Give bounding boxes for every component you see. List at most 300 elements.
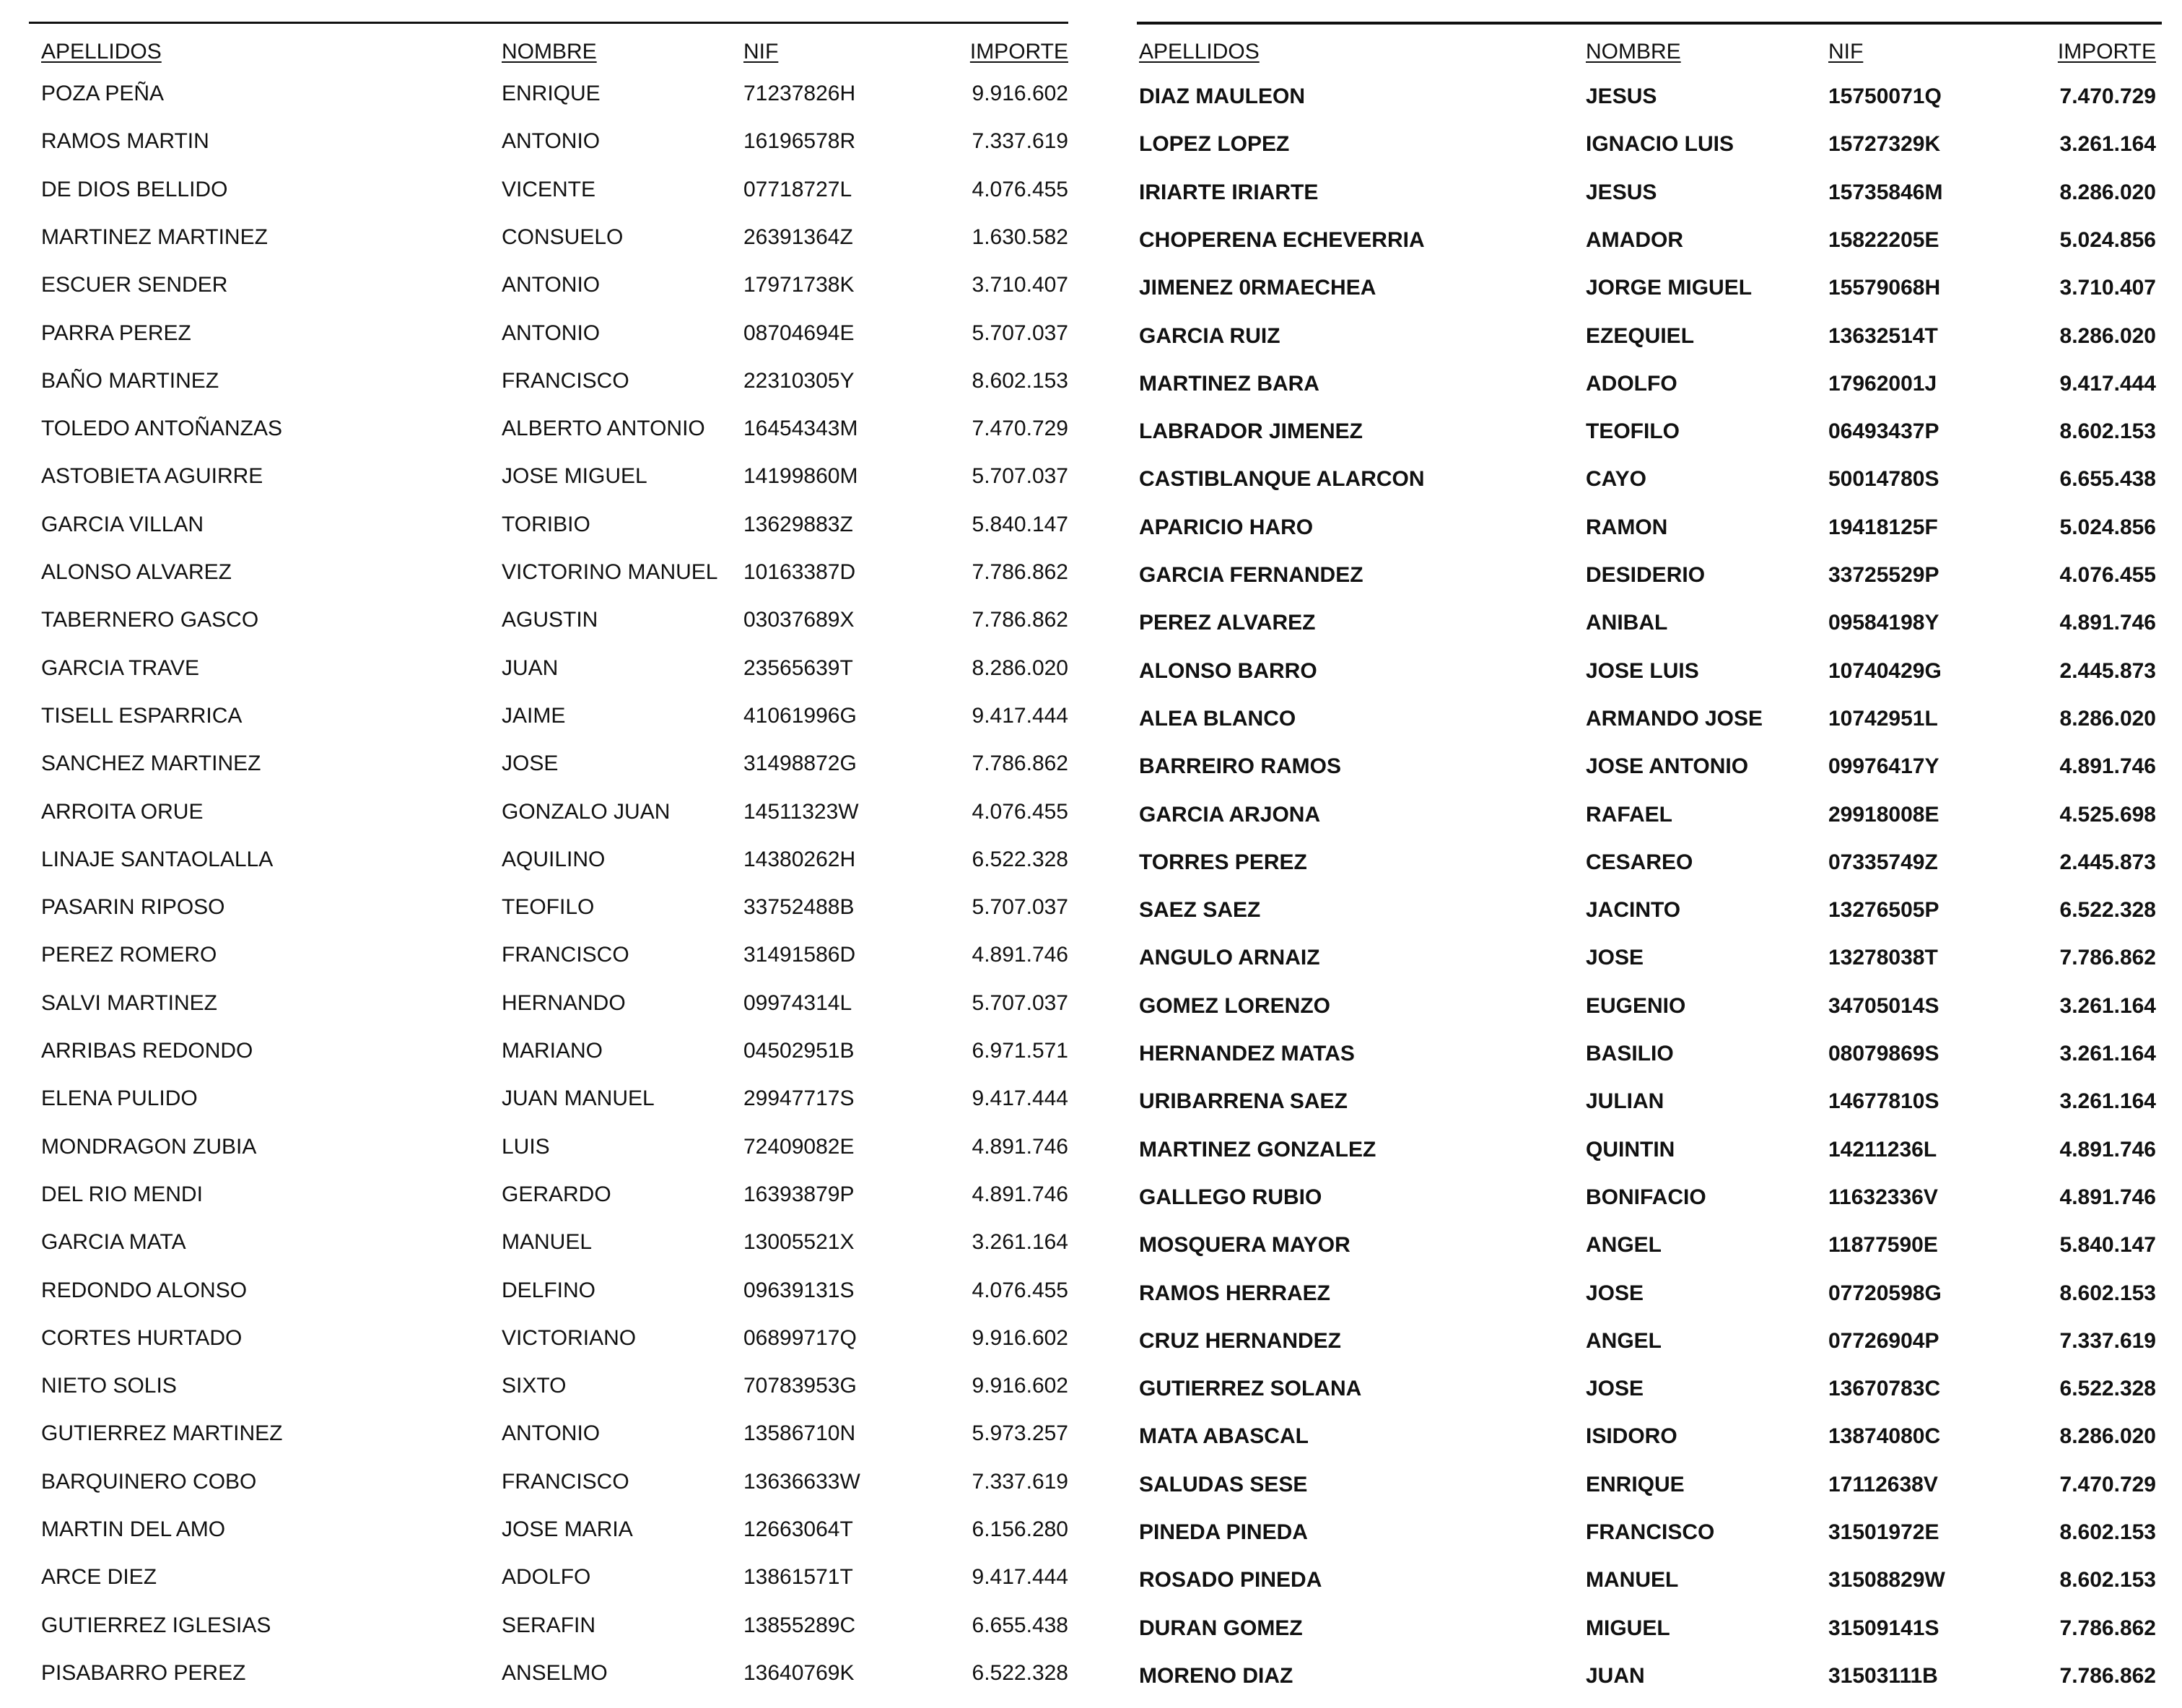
header-importe: IMPORTE bbox=[969, 40, 1068, 64]
cell-importe: 5.840.147 bbox=[972, 512, 1068, 536]
cell-importe: 3.261.164 bbox=[2059, 1089, 2156, 1114]
cell-nombre: JOSE ANTONIO bbox=[1586, 754, 1749, 779]
cell-nif: 15822205E bbox=[1828, 227, 1939, 252]
cell-nif: 50014780S bbox=[1828, 467, 1939, 492]
cell-apellidos: CASTIBLANQUE ALARCON bbox=[1139, 467, 1425, 492]
cell-nombre: SIXTO bbox=[502, 1374, 567, 1398]
header-nif: NIF bbox=[1828, 40, 1864, 64]
cell-importe: 7.786.862 bbox=[972, 608, 1068, 632]
table-row bbox=[29, 1419, 1068, 1448]
cell-importe: 8.286.020 bbox=[2059, 323, 2156, 348]
table-row bbox=[29, 1084, 1068, 1113]
cell-nombre: MANUEL bbox=[1586, 1568, 1679, 1592]
cell-importe: 6.655.438 bbox=[2059, 467, 2156, 492]
table-row bbox=[1137, 1470, 2162, 1499]
cell-nif: 15579068H bbox=[1828, 276, 1941, 300]
cell-nif: 31509141S bbox=[1828, 1616, 1939, 1640]
cell-nombre: RAFAEL bbox=[1586, 802, 1672, 827]
table-row bbox=[29, 319, 1068, 348]
cell-importe: 6.522.328 bbox=[2059, 898, 2156, 923]
table-row bbox=[29, 1372, 1068, 1400]
cell-nombre: JAIME bbox=[502, 703, 566, 728]
cell-nombre: ANTONIO bbox=[502, 321, 601, 345]
cell-nombre: JORGE MIGUEL bbox=[1586, 276, 1753, 300]
cell-nombre: VICENTE bbox=[502, 177, 596, 201]
cell-apellidos: SALUDAS SESE bbox=[1139, 1472, 1308, 1496]
cell-nif: 14677810S bbox=[1828, 1089, 1939, 1114]
cell-nombre: GONZALO JUAN bbox=[502, 799, 671, 824]
table-row bbox=[1137, 609, 2162, 637]
table-row bbox=[1137, 322, 2162, 351]
cell-nombre: JESUS bbox=[1586, 180, 1657, 204]
table-row bbox=[29, 1276, 1068, 1305]
cell-importe: 1.630.582 bbox=[972, 225, 1068, 249]
table-row bbox=[29, 749, 1068, 778]
cell-nif: 03037689X bbox=[743, 608, 855, 632]
cell-apellidos: GARCIA RUIZ bbox=[1139, 323, 1280, 348]
cell-nombre: JOSE MIGUEL bbox=[502, 464, 647, 489]
cell-importe: 9.916.602 bbox=[972, 1325, 1068, 1350]
table-row bbox=[1137, 1614, 2162, 1643]
cell-apellidos: CORTES HURTADO bbox=[41, 1325, 243, 1350]
table-row bbox=[29, 989, 1068, 1018]
table-row bbox=[29, 223, 1068, 252]
cell-importe: 5.024.856 bbox=[2059, 515, 2156, 539]
cell-nif: 16196578R bbox=[743, 129, 856, 154]
cell-nombre: ANTONIO bbox=[502, 129, 601, 154]
table-row bbox=[1137, 752, 2162, 781]
cell-importe: 7.786.862 bbox=[2059, 1616, 2156, 1640]
cell-nif: 31503111B bbox=[1828, 1663, 1938, 1688]
table-row bbox=[29, 127, 1068, 156]
cell-nombre: ADOLFO bbox=[502, 1565, 591, 1590]
cell-nif: 31491586D bbox=[743, 943, 856, 967]
cell-nif: 08079869S bbox=[1828, 1042, 1939, 1066]
cell-apellidos: ALONSO ALVAREZ bbox=[41, 560, 232, 584]
cell-nif: 26391364Z bbox=[743, 225, 853, 249]
cell-apellidos: PISABARRO PEREZ bbox=[41, 1660, 246, 1685]
cell-nombre: SERAFIN bbox=[502, 1613, 596, 1637]
cell-nif: 29918008E bbox=[1828, 802, 1939, 827]
cell-nif: 13861571T bbox=[743, 1565, 853, 1590]
cell-nif: 71237826H bbox=[743, 82, 856, 105]
cell-importe: 7.470.729 bbox=[2059, 84, 2156, 108]
table-row bbox=[29, 1228, 1068, 1257]
cell-apellidos: GARCIA FERNANDEZ bbox=[1139, 563, 1363, 587]
cell-importe: 2.445.873 bbox=[2059, 658, 2156, 683]
cell-importe: 3.261.164 bbox=[2059, 993, 2156, 1018]
cell-apellidos: MARTINEZ BARA bbox=[1139, 371, 1319, 396]
cell-nif: 09584198Y bbox=[1828, 611, 1939, 635]
cell-importe: 7.337.619 bbox=[972, 1469, 1068, 1494]
table-row bbox=[1137, 1183, 2162, 1212]
table-row bbox=[29, 1133, 1068, 1162]
cell-apellidos: TABERNERO GASCO bbox=[41, 608, 259, 632]
table-row bbox=[29, 1515, 1068, 1544]
cell-importe: 7.786.862 bbox=[972, 751, 1068, 776]
table-row bbox=[1137, 1279, 2162, 1308]
cell-nif: 17971738K bbox=[743, 273, 855, 297]
cell-importe: 5.707.037 bbox=[972, 321, 1068, 345]
table-row bbox=[1137, 130, 2162, 159]
cell-apellidos: GUTIERREZ SOLANA bbox=[1139, 1377, 1362, 1401]
table-row bbox=[29, 654, 1068, 683]
cell-nif: 09639131S bbox=[743, 1278, 855, 1302]
cell-apellidos: BARREIRO RAMOS bbox=[1139, 754, 1342, 779]
cell-nif: 11632336V bbox=[1828, 1185, 1938, 1209]
cell-apellidos: GARCIA VILLAN bbox=[41, 512, 204, 536]
cell-apellidos: GOMEZ LORENZO bbox=[1139, 993, 1330, 1018]
cell-nombre: JACINTO bbox=[1586, 898, 1681, 923]
cell-importe: 9.417.444 bbox=[2059, 371, 2156, 396]
cell-nif: 15735846M bbox=[1828, 180, 1943, 204]
header-nombre: NOMBRE bbox=[502, 40, 597, 64]
cell-importe: 7.470.729 bbox=[972, 417, 1068, 441]
cell-apellidos: ROSADO PINEDA bbox=[1139, 1568, 1322, 1592]
cell-apellidos: BARQUINERO COBO bbox=[41, 1469, 257, 1494]
cell-nombre: RAMON bbox=[1586, 515, 1668, 539]
table-row bbox=[29, 1468, 1068, 1496]
cell-nif: 06493437P bbox=[1828, 419, 1939, 444]
cell-nombre: JOSE bbox=[502, 751, 559, 776]
cell-apellidos: TOLEDO ANTOÑANZAS bbox=[41, 417, 282, 441]
cell-importe: 6.522.328 bbox=[972, 1660, 1068, 1685]
cell-nombre: MIGUEL bbox=[1586, 1616, 1670, 1640]
cell-nombre: DESIDERIO bbox=[1586, 563, 1706, 587]
cell-nif: 17112638V bbox=[1828, 1472, 1938, 1496]
cell-apellidos: ALEA BLANCO bbox=[1139, 706, 1296, 731]
table-row bbox=[1137, 513, 2162, 542]
table-row bbox=[1137, 801, 2162, 829]
cell-nif: 10740429G bbox=[1828, 658, 1942, 683]
cell-nombre: CESAREO bbox=[1586, 850, 1693, 874]
cell-apellidos: LOPEZ LOPEZ bbox=[1139, 132, 1290, 157]
cell-nif: 16393879P bbox=[743, 1182, 855, 1206]
cell-nombre: FRANCISCO bbox=[502, 368, 629, 393]
cell-nombre: DELFINO bbox=[502, 1278, 596, 1302]
cell-apellidos: ASTOBIETA AGUIRRE bbox=[41, 464, 263, 489]
cell-nif: 11877590E bbox=[1828, 1233, 1938, 1258]
cell-apellidos: PASARIN RIPOSO bbox=[41, 895, 225, 920]
table-row bbox=[1137, 1327, 2162, 1356]
header-apellidos: APELLIDOS bbox=[41, 40, 162, 64]
header-apellidos: APELLIDOS bbox=[1139, 40, 1260, 64]
table-row bbox=[29, 702, 1068, 731]
cell-importe: 4.891.746 bbox=[972, 943, 1068, 967]
table-row bbox=[29, 271, 1068, 300]
table-row bbox=[1137, 226, 2162, 255]
cell-importe: 5.707.037 bbox=[972, 464, 1068, 489]
table-row bbox=[29, 79, 1068, 108]
cell-nif: 10163387D bbox=[743, 560, 856, 584]
header-nombre: NOMBRE bbox=[1586, 40, 1681, 64]
table-row bbox=[1137, 1374, 2162, 1403]
cell-nif: 29947717S bbox=[743, 1086, 855, 1111]
table-row bbox=[1137, 370, 2162, 398]
cell-apellidos: IRIARTE IRIARTE bbox=[1139, 180, 1319, 204]
cell-importe: 6.156.280 bbox=[972, 1517, 1068, 1541]
cell-nombre: ENRIQUE bbox=[1586, 1472, 1685, 1496]
cell-importe: 5.707.037 bbox=[972, 990, 1068, 1015]
cell-nif: 13586710N bbox=[743, 1421, 856, 1446]
table-row bbox=[29, 1037, 1068, 1066]
table-row bbox=[29, 1180, 1068, 1209]
cell-apellidos: GALLEGO RUBIO bbox=[1139, 1185, 1322, 1209]
cell-apellidos: ARCE DIEZ bbox=[41, 1565, 157, 1590]
cell-nombre: ISIDORO bbox=[1586, 1424, 1677, 1449]
left-top-rule bbox=[29, 22, 1068, 24]
cell-nombre: AMADOR bbox=[1586, 227, 1683, 252]
table-row bbox=[29, 414, 1068, 443]
table-row bbox=[1137, 944, 2162, 972]
right-top-rule bbox=[1137, 22, 2162, 25]
cell-importe: 4.525.698 bbox=[2059, 802, 2156, 827]
cell-importe: 5.707.037 bbox=[972, 895, 1068, 920]
cell-nombre: JULIAN bbox=[1586, 1089, 1664, 1114]
cell-nombre: ENRIQUE bbox=[502, 82, 601, 105]
cell-apellidos: LABRADOR JIMENEZ bbox=[1139, 419, 1363, 444]
cell-nif: 22310305Y bbox=[743, 368, 855, 393]
cell-nif: 34705014S bbox=[1828, 993, 1939, 1018]
cell-apellidos: REDONDO ALONSO bbox=[41, 1278, 248, 1302]
cell-nif: 09974314L bbox=[743, 990, 852, 1015]
table-row bbox=[29, 1611, 1068, 1640]
cell-apellidos: PEREZ ALVAREZ bbox=[1139, 611, 1316, 635]
cell-nif: 13629883Z bbox=[743, 512, 853, 536]
cell-apellidos: MORENO DIAZ bbox=[1139, 1663, 1293, 1688]
cell-nombre: AQUILINO bbox=[502, 847, 606, 871]
cell-nombre: BASILIO bbox=[1586, 1042, 1674, 1066]
table-row bbox=[1137, 417, 2162, 446]
cell-importe: 7.786.862 bbox=[2059, 946, 2156, 970]
cell-importe: 8.286.020 bbox=[2059, 706, 2156, 731]
header-nif: NIF bbox=[743, 40, 779, 64]
cell-importe: 7.470.729 bbox=[2059, 1472, 2156, 1496]
cell-nombre: TEOFILO bbox=[502, 895, 595, 920]
cell-nombre: ANTONIO bbox=[502, 1421, 601, 1446]
left-header-row bbox=[29, 38, 1068, 66]
cell-nombre: EZEQUIEL bbox=[1586, 323, 1695, 348]
cell-importe: 3.710.407 bbox=[2059, 276, 2156, 300]
cell-apellidos: CHOPERENA ECHEVERRIA bbox=[1139, 227, 1425, 252]
header-importe: IMPORTE bbox=[2057, 40, 2156, 64]
cell-importe: 6.971.571 bbox=[972, 1039, 1068, 1063]
cell-importe: 2.445.873 bbox=[2059, 850, 2156, 874]
cell-importe: 6.522.328 bbox=[972, 847, 1068, 871]
cell-importe: 8.286.020 bbox=[2059, 180, 2156, 204]
cell-nif: 08704694E bbox=[743, 321, 855, 345]
cell-nombre: CONSUELO bbox=[502, 225, 624, 249]
table-row bbox=[1137, 1231, 2162, 1260]
table-row bbox=[1137, 1136, 2162, 1164]
cell-nif: 07720598G bbox=[1828, 1281, 1942, 1305]
table-row bbox=[29, 367, 1068, 396]
cell-apellidos: ARROITA ORUE bbox=[41, 799, 204, 824]
table-row bbox=[29, 798, 1068, 827]
cell-importe: 4.891.746 bbox=[972, 1134, 1068, 1159]
cell-nif: 13874080C bbox=[1828, 1424, 1941, 1449]
cell-apellidos: MARTINEZ MARTINEZ bbox=[41, 225, 268, 249]
cell-nombre: TEOFILO bbox=[1586, 419, 1680, 444]
cell-importe: 8.286.020 bbox=[2059, 1424, 2156, 1449]
cell-nombre: FRANCISCO bbox=[1586, 1520, 1715, 1544]
cell-apellidos: JIMENEZ 0RMAECHEA bbox=[1139, 276, 1376, 300]
table-row bbox=[1137, 82, 2162, 111]
cell-nombre: JUAN MANUEL bbox=[502, 1086, 655, 1111]
cell-nif: 06899717Q bbox=[743, 1325, 857, 1350]
table-row bbox=[1137, 1566, 2162, 1595]
cell-apellidos: DEL RIO MENDI bbox=[41, 1182, 203, 1206]
cell-nif: 13670783C bbox=[1828, 1377, 1941, 1401]
cell-nombre: JUAN bbox=[1586, 1663, 1645, 1688]
cell-apellidos: RAMOS HERRAEZ bbox=[1139, 1281, 1331, 1305]
cell-apellidos: MARTIN DEL AMO bbox=[41, 1517, 226, 1541]
cell-importe: 7.786.862 bbox=[2059, 1663, 2156, 1688]
cell-nif: 14511323W bbox=[743, 799, 859, 824]
cell-nombre: FRANCISCO bbox=[502, 1469, 629, 1494]
cell-importe: 8.602.153 bbox=[2059, 1281, 2156, 1305]
cell-nif: 13278038T bbox=[1828, 946, 1938, 970]
cell-apellidos: GARCIA MATA bbox=[41, 1230, 186, 1255]
table-row bbox=[1137, 1662, 2162, 1691]
cell-nif: 14380262H bbox=[743, 847, 856, 871]
cell-importe: 5.024.856 bbox=[2059, 227, 2156, 252]
cell-apellidos: MONDRAGON ZUBIA bbox=[41, 1134, 257, 1159]
cell-nif: 07335749Z bbox=[1828, 850, 1938, 874]
cell-nombre: MANUEL bbox=[502, 1230, 593, 1255]
cell-apellidos: PEREZ ROMERO bbox=[41, 943, 217, 967]
cell-importe: 9.417.444 bbox=[972, 703, 1068, 728]
table-row bbox=[29, 1324, 1068, 1353]
cell-nif: 17962001J bbox=[1828, 371, 1937, 396]
cell-apellidos: ANGULO ARNAIZ bbox=[1139, 946, 1320, 970]
cell-apellidos: GARCIA TRAVE bbox=[41, 655, 199, 680]
table-row bbox=[1137, 896, 2162, 925]
cell-apellidos: ALONSO BARRO bbox=[1139, 658, 1317, 683]
cell-apellidos: NIETO SOLIS bbox=[41, 1374, 177, 1398]
cell-apellidos: PARRA PEREZ bbox=[41, 321, 191, 345]
cell-importe: 7.337.619 bbox=[972, 129, 1068, 154]
cell-apellidos: POZA PEÑA bbox=[41, 82, 165, 105]
cell-importe: 4.891.746 bbox=[2059, 611, 2156, 635]
cell-importe: 3.261.164 bbox=[2059, 1042, 2156, 1066]
cell-apellidos: DE DIOS BELLIDO bbox=[41, 177, 228, 201]
table-row bbox=[1137, 274, 2162, 302]
cell-nif: 14199860M bbox=[743, 464, 858, 489]
cell-nombre: BONIFACIO bbox=[1586, 1185, 1706, 1209]
cell-importe: 4.891.746 bbox=[2059, 754, 2156, 779]
cell-importe: 4.076.455 bbox=[972, 1278, 1068, 1302]
cell-nombre: ANGEL bbox=[1586, 1328, 1662, 1353]
cell-apellidos: PINEDA PINEDA bbox=[1139, 1520, 1308, 1544]
cell-nif: 04502951B bbox=[743, 1039, 855, 1063]
cell-nif: 72409082E bbox=[743, 1134, 855, 1159]
table-row bbox=[1137, 178, 2162, 207]
cell-nif: 33752488B bbox=[743, 895, 855, 920]
cell-nombre: FRANCISCO bbox=[502, 943, 629, 967]
cell-importe: 6.655.438 bbox=[972, 1613, 1068, 1637]
cell-nombre: JUAN bbox=[502, 655, 559, 680]
cell-nombre: ARMANDO JOSE bbox=[1586, 706, 1763, 731]
table-row bbox=[29, 175, 1068, 204]
cell-nombre: AGUSTIN bbox=[502, 608, 598, 632]
cell-importe: 7.337.619 bbox=[2059, 1328, 2156, 1353]
right-header-row bbox=[1137, 38, 2162, 66]
cell-apellidos: LINAJE SANTAOLALLA bbox=[41, 847, 274, 871]
cell-importe: 3.261.164 bbox=[2059, 132, 2156, 157]
cell-importe: 5.973.257 bbox=[972, 1421, 1068, 1446]
cell-nombre: EUGENIO bbox=[1586, 993, 1686, 1018]
cell-importe: 8.602.153 bbox=[2059, 1568, 2156, 1592]
table-row bbox=[1137, 561, 2162, 590]
cell-importe: 4.891.746 bbox=[972, 1182, 1068, 1206]
table-row bbox=[1137, 1087, 2162, 1116]
cell-apellidos: TORRES PEREZ bbox=[1139, 850, 1307, 874]
cell-nif: 13005521X bbox=[743, 1230, 855, 1255]
cell-nombre: CAYO bbox=[1586, 467, 1646, 492]
cell-nombre: QUINTIN bbox=[1586, 1137, 1675, 1162]
cell-importe: 8.286.020 bbox=[972, 655, 1068, 680]
cell-apellidos: RAMOS MARTIN bbox=[41, 129, 209, 154]
cell-apellidos: SALVI MARTINEZ bbox=[41, 990, 217, 1015]
cell-nif: 16454343M bbox=[743, 417, 858, 441]
cell-nombre: JOSE bbox=[1586, 946, 1644, 970]
cell-apellidos: ESCUER SENDER bbox=[41, 273, 228, 297]
cell-importe: 9.916.602 bbox=[972, 82, 1068, 105]
cell-nif: 13636633W bbox=[743, 1469, 860, 1494]
cell-apellidos: MOSQUERA MAYOR bbox=[1139, 1233, 1350, 1258]
table-row bbox=[29, 462, 1068, 491]
cell-nombre: VICTORIANO bbox=[502, 1325, 637, 1350]
cell-nombre: ANSELMO bbox=[502, 1660, 608, 1685]
cell-apellidos: SAEZ SAEZ bbox=[1139, 898, 1261, 923]
cell-nif: 07718727L bbox=[743, 177, 852, 201]
cell-importe: 8.602.153 bbox=[972, 368, 1068, 393]
table-row bbox=[1137, 705, 2162, 733]
cell-nif: 33725529P bbox=[1828, 563, 1939, 587]
cell-apellidos: URIBARRENA SAEZ bbox=[1139, 1089, 1348, 1114]
cell-apellidos: GUTIERREZ MARTINEZ bbox=[41, 1421, 283, 1446]
cell-nombre: TORIBIO bbox=[502, 512, 590, 536]
cell-apellidos: DURAN GOMEZ bbox=[1139, 1616, 1303, 1640]
cell-nif: 13632514T bbox=[1828, 323, 1938, 348]
cell-importe: 4.076.455 bbox=[972, 177, 1068, 201]
cell-nif: 23565639T bbox=[743, 655, 853, 680]
cell-nombre: ANTONIO bbox=[502, 273, 601, 297]
cell-nif: 07726904P bbox=[1828, 1328, 1939, 1353]
table-row bbox=[1137, 1422, 2162, 1451]
table-row bbox=[29, 941, 1068, 970]
table-row bbox=[1137, 848, 2162, 877]
cell-apellidos: ARRIBAS REDONDO bbox=[41, 1039, 253, 1063]
table-row bbox=[29, 510, 1068, 539]
cell-nombre: LUIS bbox=[502, 1134, 550, 1159]
cell-importe: 4.891.746 bbox=[2059, 1137, 2156, 1162]
cell-nombre: JOSE bbox=[1586, 1281, 1644, 1305]
cell-importe: 3.710.407 bbox=[972, 273, 1068, 297]
cell-apellidos: APARICIO HARO bbox=[1139, 515, 1314, 539]
cell-nif: 09976417Y bbox=[1828, 754, 1939, 779]
cell-importe: 9.916.602 bbox=[972, 1374, 1068, 1398]
cell-nif: 12663064T bbox=[743, 1517, 853, 1541]
table-row bbox=[29, 606, 1068, 635]
cell-nombre: MARIANO bbox=[502, 1039, 603, 1063]
cell-nif: 41061996G bbox=[743, 703, 857, 728]
cell-nombre: ANIBAL bbox=[1586, 611, 1668, 635]
cell-nif: 15727329K bbox=[1828, 132, 1941, 157]
cell-importe: 7.786.862 bbox=[972, 560, 1068, 584]
cell-nif: 13640769K bbox=[743, 1660, 855, 1685]
